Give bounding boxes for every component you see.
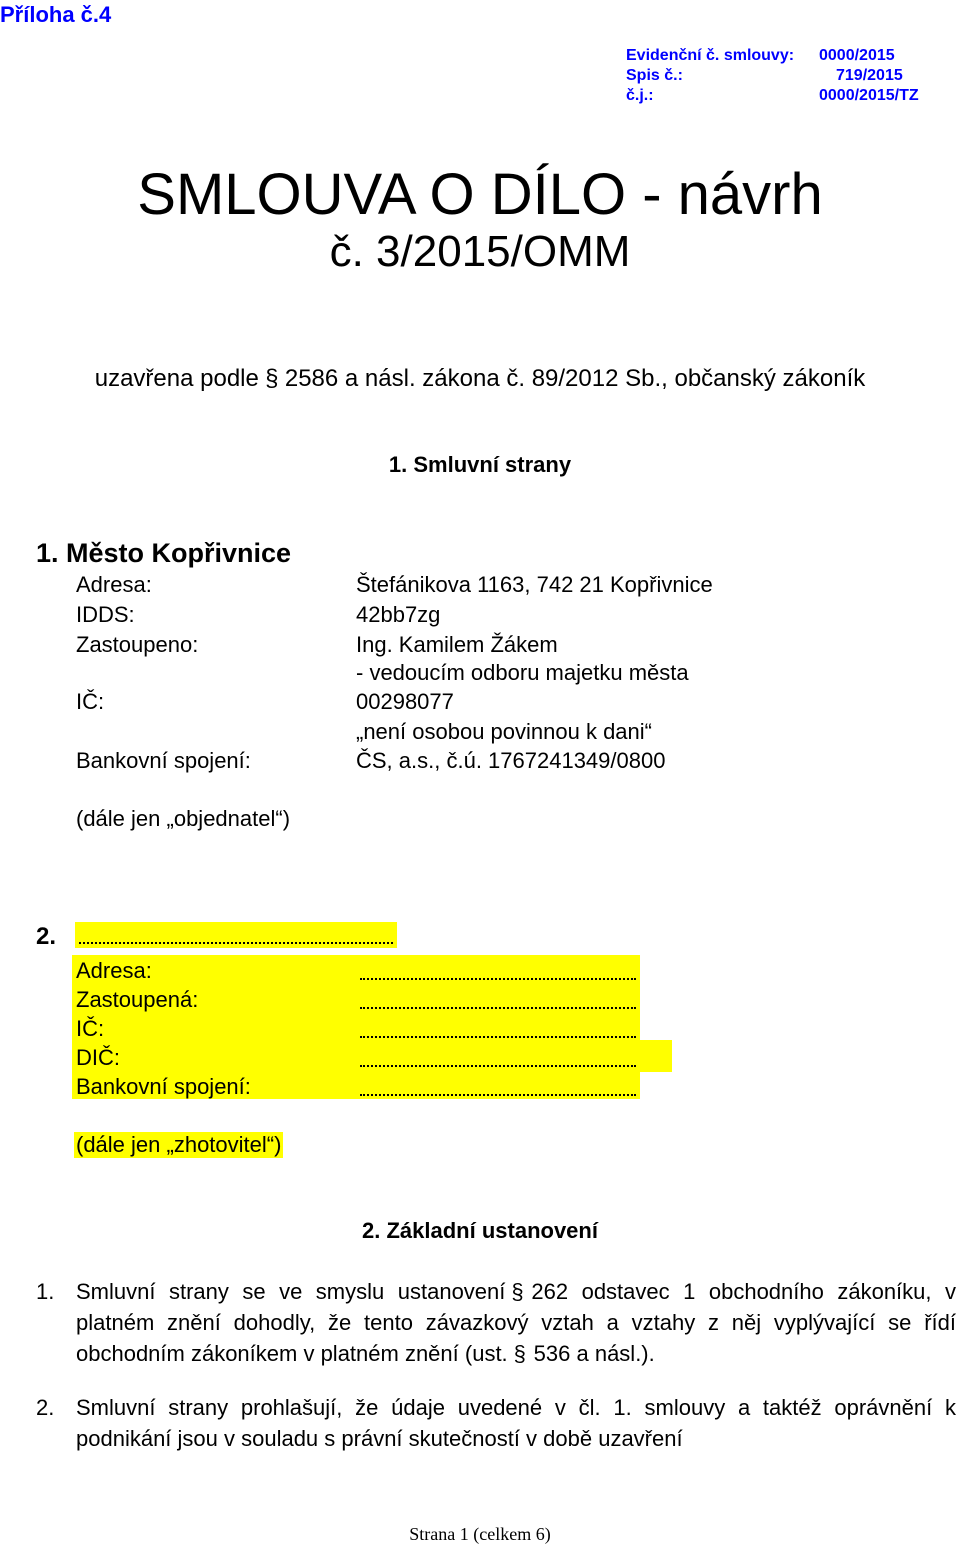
- reference-number-label: č.j.:: [626, 87, 654, 104]
- party2-name-blank[interactable]: [75, 922, 397, 948]
- page-footer: Strana 1 (celkem 6): [409, 1524, 551, 1544]
- party2-label: Zastoupená:: [76, 987, 199, 1012]
- paragraph-1-part3: 536 a násl.).: [533, 1341, 655, 1366]
- party1-name: 1. Město Kopřivnice: [36, 538, 292, 568]
- paragraph-1: [76, 1276, 956, 1369]
- registration-contract-value: 0000/2015: [819, 47, 895, 64]
- registration-contract-label: Evidenční č. smlouvy:: [626, 47, 795, 64]
- paragraph-number: 2.: [36, 1395, 55, 1420]
- paragraph-number: 1.: [36, 1279, 55, 1304]
- party1-label: IČ:: [76, 689, 105, 714]
- party2-form-extension: [640, 1040, 672, 1072]
- party1-row: [76, 572, 713, 598]
- party1-row: [76, 632, 558, 658]
- party1-row: [76, 689, 454, 715]
- party2-blank-field[interactable]: [360, 1094, 636, 1096]
- party1-value: 42bb7zg: [356, 602, 441, 627]
- section-symbol-icon: §: [511, 1279, 524, 1304]
- party1-value: „není osobou povinnou k dani“: [356, 719, 652, 744]
- party1-value: Štefánikova 1163, 742 21 Kopřivnice: [356, 572, 713, 597]
- party1-value: Ing. Kamilem Žákem: [356, 632, 558, 657]
- party1-label: Bankovní spojení:: [76, 748, 251, 773]
- section-heading-parties: 1. Smluvní strany: [388, 452, 572, 477]
- party2-label: IČ:: [76, 1016, 105, 1041]
- party2-name-row: [36, 922, 397, 951]
- legal-basis-text-end: 2586 a násl. zákona č. 89/2012 Sb., občanský zákoník: [284, 365, 866, 392]
- party1-label: Adresa:: [76, 572, 152, 597]
- party1-value: - vedoucím odboru majetku města: [356, 660, 689, 685]
- party2-row: [76, 1016, 104, 1042]
- section-symbol-icon: §: [265, 365, 279, 392]
- file-number-label: Spis č.:: [626, 67, 683, 84]
- legal-basis-text-start: uzavřena podle: [94, 365, 259, 392]
- party2-row: [76, 1045, 120, 1071]
- document-title: SMLOUVA O DÍLO - návrh: [137, 162, 823, 227]
- contract-number: č. 3/2015/OMM: [329, 227, 631, 276]
- party2-blank-field[interactable]: [360, 1007, 636, 1009]
- legal-basis-line: [0, 364, 960, 394]
- paragraph-1-part2: 262 odstavec 1 obchodního zákoníku, v platném znění dohodly, že tento závazkový vztah a vztahy z něj vyplývající se řídí obchodním zákoníkem v platném znění (ust.: [76, 1279, 956, 1366]
- party2-row: [76, 958, 152, 984]
- file-number-value: 719/2015: [836, 67, 903, 84]
- party1-label: IDDS:: [76, 602, 135, 627]
- party1-row: [76, 748, 666, 774]
- section-heading-basic-provisions: 2. Základní ustanovení: [362, 1218, 598, 1243]
- section-symbol-icon: §: [513, 1341, 526, 1366]
- party1-value: 00298077: [356, 689, 454, 714]
- party2-name-dotted-line: [79, 942, 393, 944]
- party2-alias: (dále jen „zhotovitel“): [76, 1132, 282, 1157]
- party2-label: DIČ:: [76, 1045, 120, 1070]
- party1-value: ČS, a.s., č.ú. 1767241349/0800: [356, 748, 666, 773]
- party2-number: 2.: [36, 923, 57, 950]
- party2-row: [76, 987, 198, 1013]
- party2-blank-field[interactable]: [360, 1065, 636, 1067]
- party1-alias: (dále jen „objednatel“): [76, 806, 291, 831]
- paragraph-1-part1: Smluvní strany se ve smyslu ustanovení: [76, 1279, 506, 1304]
- party2-blank-field[interactable]: [360, 1036, 636, 1038]
- party2-row: [76, 1074, 251, 1100]
- party2-label: Bankovní spojení:: [76, 1074, 251, 1099]
- annex-label: Příloha č.4: [0, 2, 112, 27]
- paragraph-2: Smluvní strany prohlašují, že údaje uvedené v čl. 1. smlouvy a taktéž oprávnění k podnikání jsou v souladu s právní skutečností v době uzavření: [76, 1395, 956, 1451]
- party1-label: Zastoupeno:: [76, 632, 199, 657]
- party2-blank-field[interactable]: [360, 978, 636, 980]
- reference-number-value: 0000/2015/TZ: [819, 87, 919, 104]
- party1-row: [76, 602, 441, 628]
- party2-label: Adresa:: [76, 958, 152, 983]
